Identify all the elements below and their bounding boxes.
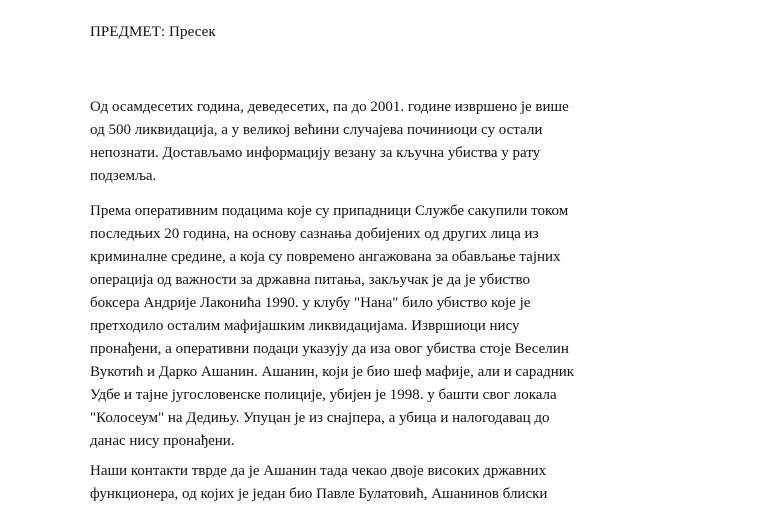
paragraph-line: подземља. [90,168,157,184]
paragraph-line: претходило осталим мафијашким ликвидацијама. Извршиоци нису [90,318,520,334]
paragraph-line: непознати. Достављамо информацију везану за кључна убиства у рату [90,145,541,161]
paragraph-line: Вукотић и Дарко Ашанин. Ашанин, који је био шеф мафије, али и сарадник [90,364,575,380]
paragraph-line: данас нису пронађени. [90,433,235,449]
paragraph-line: пронађени, а оперативни подаци указују да иза овог убиства стоје Веселин [90,341,569,357]
paragraph-3 [90,460,690,506]
paragraph-1 [90,96,690,188]
paragraph-line: последњих 20 година, на основу сазнања добијених од других лица из [90,226,539,242]
paragraph-line: Наши контакти тврде да је Ашанин тада чекао двоје високих државних [90,463,547,479]
paragraph-line: функционера, од којих је један био Павле Булатовић, Ашанинов блиски [90,486,548,502]
subject-line: ПРЕДМЕТ: Пресек [90,24,216,40]
paragraph-line: Према оперативним подацима које су припадници Службе сакупили током [90,203,569,219]
paragraph-line: од 500 ликвидација, а у великој већини случајева починиоци су остали [90,122,543,138]
paragraph-2 [90,200,690,453]
paragraph-line: Од осамдесетих година, деведесетих, па до 2001. године извршено је више [90,99,569,115]
paragraph-line: операција од важности за државна питања, закључак је да је убиство [90,272,531,288]
paragraph-line: "Колосеум" на Дедињу. Упуцан је из снајпера, а убица и налогодавац до [90,410,550,426]
paragraph-line: боксера Андрије Лаконића 1990. у клубу "Нана" било убиство које је [90,295,531,311]
paragraph-line: криминалне средине, а која су повремено ангажована за обављање тајних [90,249,561,265]
paragraph-line: Удбе и тајне југословенске полиције, убијен је 1998. у башти свог локала [90,387,557,403]
